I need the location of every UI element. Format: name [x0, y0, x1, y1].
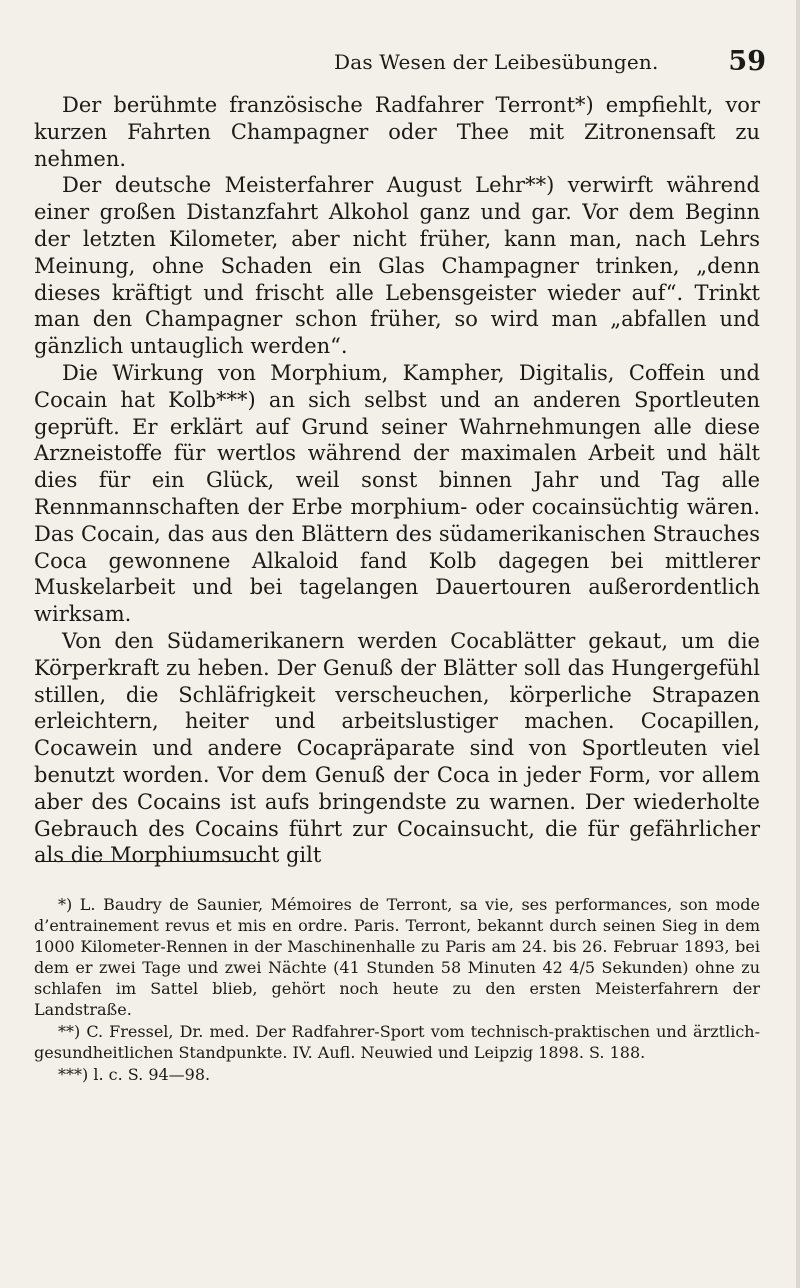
footnote-3: ***) l. c. S. 94—98. [58, 1065, 211, 1084]
paragraph-kolb: Die Wirkung von Morphium, Kampher, Digitalis, Coffein und Cocain hat Kolb***) an sich selbst und an anderen Sportleuten geprüft. Er erklärt auf Grund seiner Wahrnehmungen alle diese Arzneistoffe für wertlos während der maximalen Arbeit und hält dies für ein Glück, weil sonst binnen Jahr und Tag alle Rennmannschaften der Erbe morphium- oder cocainsüchtig wären. Das Cocain, das aus den Blättern des südamerikanischen Strauches Coca gewonnene Alkaloid fand Kolb dagegen bei mittlerer Muskelarbeit und bei tagelangen Dauertouren außerordentlich wirksam. [34, 360, 760, 627]
body-text [34, 92, 760, 869]
paragraph-coca: Von den Südamerikanern werden Cocablätter gekaut, um die Körperkraft zu heben. Der Genuß der Blätter soll das Hungergefühl stillen, die Schläfrigkeit verscheuchen, körperliche Strapazen erleichtern, heiter und arbeitslustiger machen. Cocapillen, Cocawein und andere Cocapräparate sind von Sportleuten viel benutzt worden. Vor dem Genuß der Coca in jeder Form, vor allem aber des Cocains ist aufs bringendste zu warnen. Der wiederholte Gebrauch des Cocains führt zur Cocainsucht, die für gefährlicher als die Morphiumsucht gilt [34, 628, 760, 868]
page-number: 59 [728, 46, 766, 77]
footnote-2: **) C. Fressel, Dr. med. Der Radfahrer-Sport vom technisch-praktischen und ärztlich-gesundheitlichen Standpunkte. IV. Aufl. Neuwied und Leipzig 1898. S. 188. [34, 1022, 760, 1062]
page-edge [796, 0, 800, 1288]
footnote-divider [36, 861, 266, 862]
paragraph-terront: Der berühmte französische Radfahrer Terront*) empfiehlt, vor kurzen Fahrten Champagner oder Thee mit Zitronensaft zu nehmen. [34, 93, 760, 171]
paragraph-lehr: Der deutsche Meisterfahrer August Lehr**) verwirft während einer großen Distanzfahrt Alkohol ganz und gar. Vor dem Beginn der letzten Kilometer, aber nicht früher, kann man, nach Lehrs Meinung, ohne Schaden ein Glas Champagner trinken, „denn dieses kräftigt und frischt alle Lebensgeister wieder auf“. Trinkt man den Champagner schon früher, so wird man „abfallen und gänzlich untauglich werden“. [34, 173, 760, 359]
footnotes [34, 894, 760, 1086]
running-head [34, 46, 766, 80]
footnote-1: *) L. Baudry de Saunier, Mémoires de Terront, sa vie, ses performances, son mode d’entrainement revus et mis en ordre. Paris. Terront, bekannt durch seinen Sieg in dem 1000 Kilometer-Rennen in der Maschinenhalle zu Paris am 24. bis 26. Februar 1893, bei dem er zwei Tage und zwei Nächte (41 Stunden 58 Minuten 42 4/5 Sekunden) ohne zu schlafen im Sattel blieb, gehört noch heute zu den ersten Meisterfahrern der Landstraße. [34, 895, 760, 1019]
running-title: Das Wesen der Leibesübungen. [334, 50, 659, 74]
